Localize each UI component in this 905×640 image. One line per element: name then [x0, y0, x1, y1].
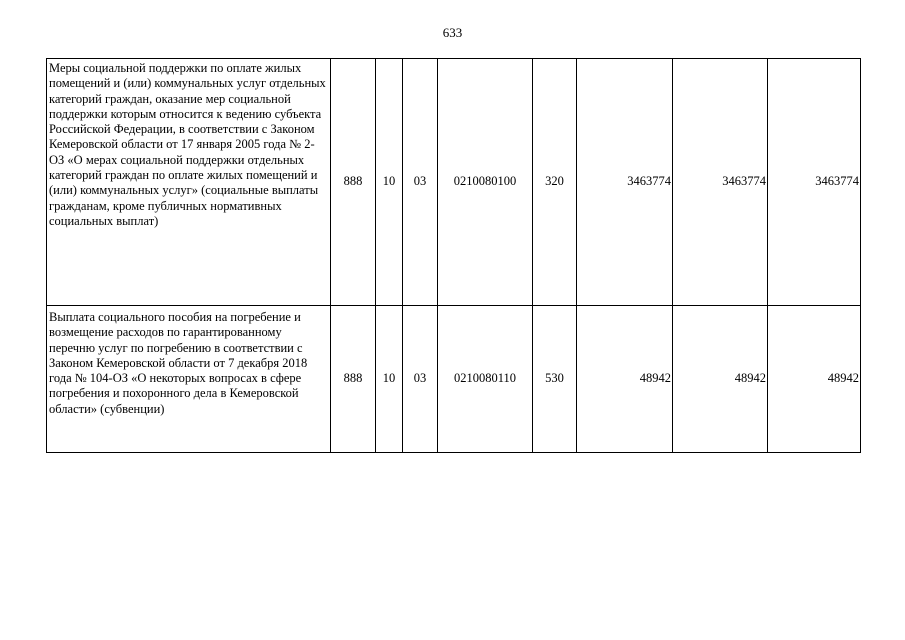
target-article-code: 0210080100: [438, 59, 533, 306]
amount-1: 48942: [577, 306, 673, 453]
amount-2: 3463774: [673, 59, 768, 306]
row-description: Меры социальной поддержки по оплате жилых помещений и (или) коммунальных услуг отдельных категорий граждан, оказание мер социальной поддержки которым относится к ведению субъекта Российской Федерации, в соответствии с Законом Кемеровской области от 17 января 2005 года № 2-ОЗ «О мерах социальной поддержки отдельных категорий граждан по оплате жилых помещений и (или) коммунальных услуг» (социальные выплаты гражданам, кроме публичных нормативных социальных выплат): [47, 59, 331, 306]
table-row: [47, 59, 861, 306]
amount-3: 48942: [768, 306, 861, 453]
ministry-code: 888: [331, 59, 376, 306]
amount-3: 3463774: [768, 59, 861, 306]
section-code: 10: [376, 306, 403, 453]
expense-type-code: 530: [533, 306, 577, 453]
table-row: [47, 306, 861, 453]
subsection-code: 03: [403, 306, 438, 453]
budget-table: [46, 58, 861, 453]
target-article-code: 0210080110: [438, 306, 533, 453]
page-number: 633: [442, 25, 463, 40]
section-code: 10: [376, 59, 403, 306]
ministry-code: 888: [331, 306, 376, 453]
amount-1: 3463774: [577, 59, 673, 306]
amount-2: 48942: [673, 306, 768, 453]
row-description: Выплата социального пособия на погребение и возмещение расходов по гарантированному перечню услуг по погребению в соответствии с Законом Кемеровской области от 7 декабря 2018 года № 104-ОЗ «О некоторых вопросах в сфере погребения и похоронного дела в Кемеровской области» (субвенции): [47, 306, 331, 453]
subsection-code: 03: [403, 59, 438, 306]
expense-type-code: 320: [533, 59, 577, 306]
